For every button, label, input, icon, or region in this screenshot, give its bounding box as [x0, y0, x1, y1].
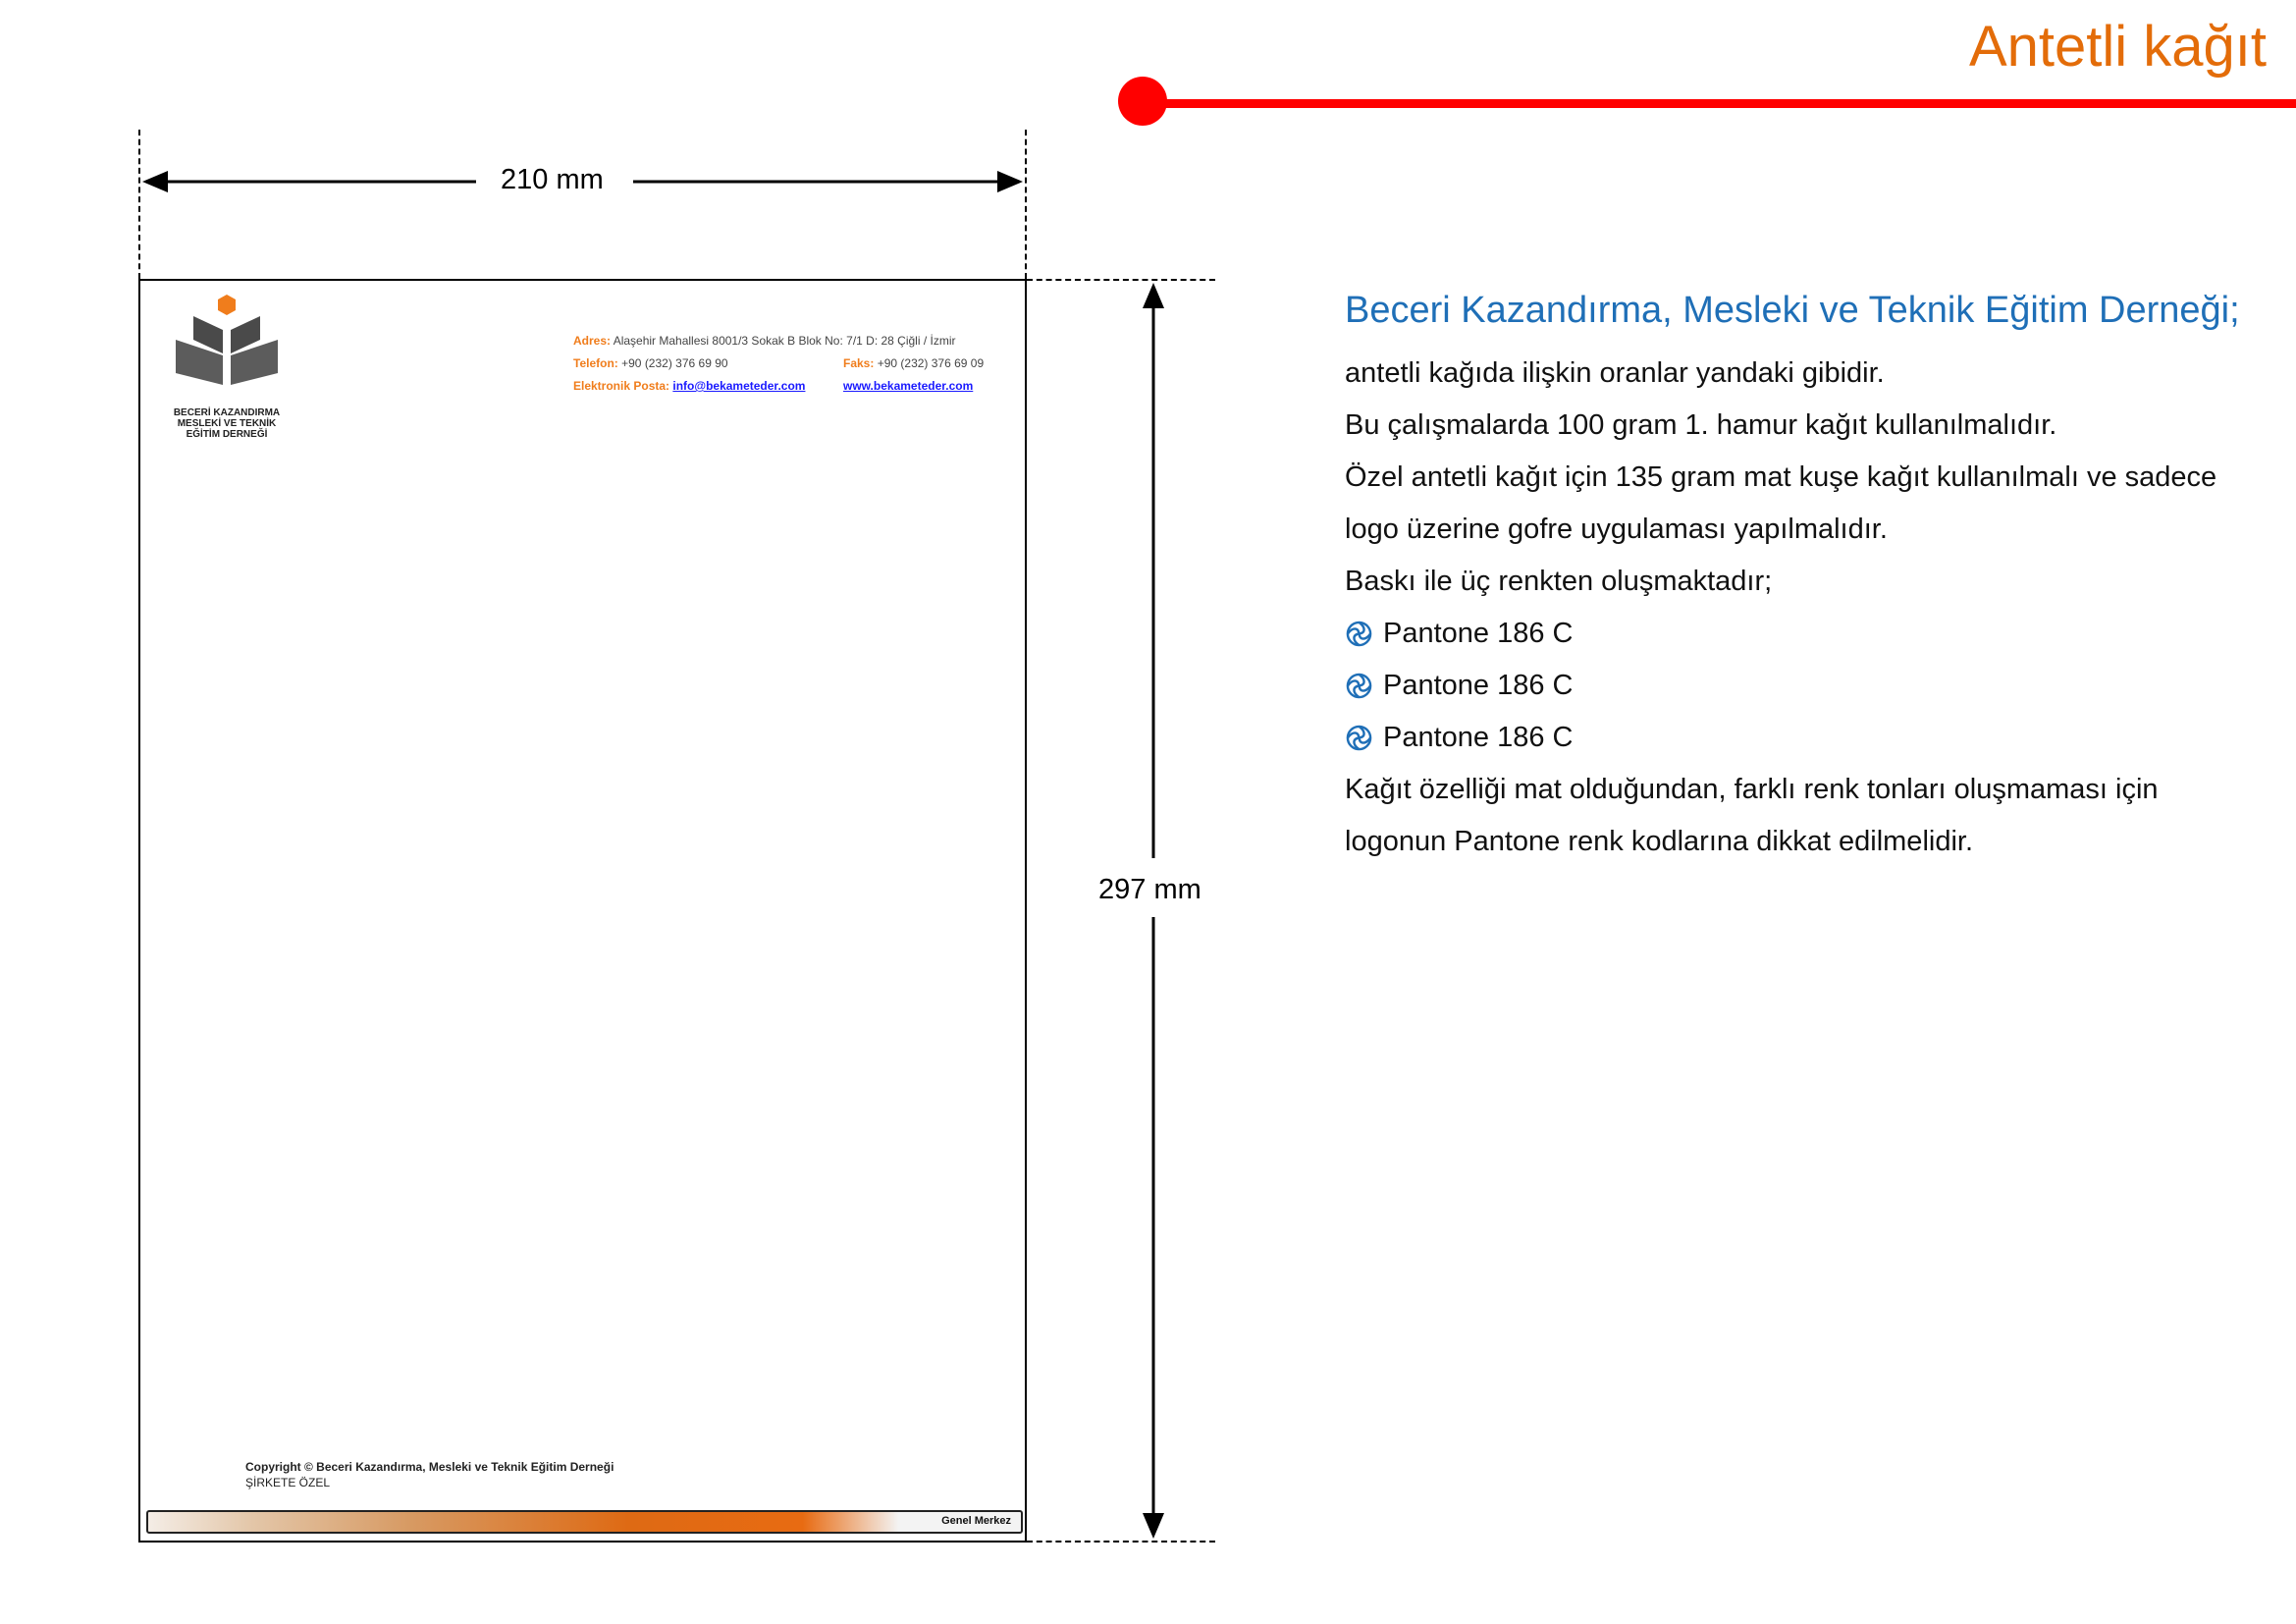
copyright-text: Copyright © Beceri Kazandırma, Mesleki ve Teknik Eğitim Derneği — [245, 1460, 614, 1474]
swirl-icon — [1345, 724, 1373, 752]
email-link[interactable]: info@bekameteder.com — [672, 379, 806, 393]
association-logo — [174, 291, 280, 399]
width-dimension-label: 210 mm — [501, 164, 604, 195]
width-guide-left — [138, 130, 140, 279]
description-line: logo üzerine gofre uygulaması yapılmalıdır. — [1345, 514, 1888, 545]
description-line: Özel antetli kağıt için 135 gram mat kuşe kağıt kullanılmalı ve sadece — [1345, 461, 2217, 493]
closing-line: Kağıt özelliği mat olduğundan, farklı renk tonları oluşmaması için — [1345, 774, 2159, 805]
website-line — [843, 379, 973, 393]
fax-line: Faks: +90 (232) 376 69 09 — [843, 356, 985, 370]
width-guide-right — [1025, 130, 1027, 279]
height-dimension-label: 297 mm — [1098, 874, 1201, 905]
letterhead-sheet — [138, 279, 1027, 1543]
swirl-icon — [1345, 620, 1373, 648]
swirl-icon — [1345, 672, 1373, 700]
pantone-list-item: Pantone 186 C — [1345, 670, 1573, 702]
organization-heading: Beceri Kazandırma, Mesleki ve Teknik Eğitim Derneği; — [1345, 290, 2240, 331]
description-line: antetli kağıda ilişkin oranlar yandaki gibidir. — [1345, 357, 1885, 389]
website-link[interactable]: www.bekameteder.com — [843, 379, 974, 393]
footer-gradient-bar — [146, 1510, 1023, 1534]
pantone-list-item: Pantone 186 C — [1345, 722, 1573, 754]
header-accent-dot — [1118, 77, 1167, 126]
footer-bar-label: Genel Merkez — [941, 1515, 1011, 1527]
address-line: Adres: Alaşehir Mahallesi 8001/3 Sokak B Blok No: 7/1 D: 28 Çiğli / İzmir — [573, 334, 956, 348]
height-dimension-arrow — [1139, 279, 1168, 1543]
phone-line: Telefon: +90 (232) 376 69 90 — [573, 356, 728, 370]
header-accent-line — [1147, 99, 2296, 108]
height-guide-bottom — [1027, 1541, 1215, 1543]
description-line: Baskı ile üç renkten oluşmaktadır; — [1345, 566, 1773, 597]
private-text: ŞİRKETE ÖZEL — [245, 1476, 331, 1489]
height-guide-top — [1027, 279, 1215, 281]
description-line: Bu çalışmalarda 100 gram 1. hamur kağıt kullanılmalıdır. — [1345, 409, 2057, 441]
closing-line: logonun Pantone renk kodlarına dikkat edilmelidir. — [1345, 826, 1974, 857]
pantone-list-item: Pantone 186 C — [1345, 618, 1573, 650]
logo-caption: BECERİ KAZANDIRMA MESLEKİ VE TEKNİK EĞİTİM DERNEĞİ — [173, 407, 281, 440]
email-line: Elektronik Posta: info@bekameteder.com — [573, 379, 806, 393]
page-title: Antetli kağıt — [1968, 15, 2267, 79]
